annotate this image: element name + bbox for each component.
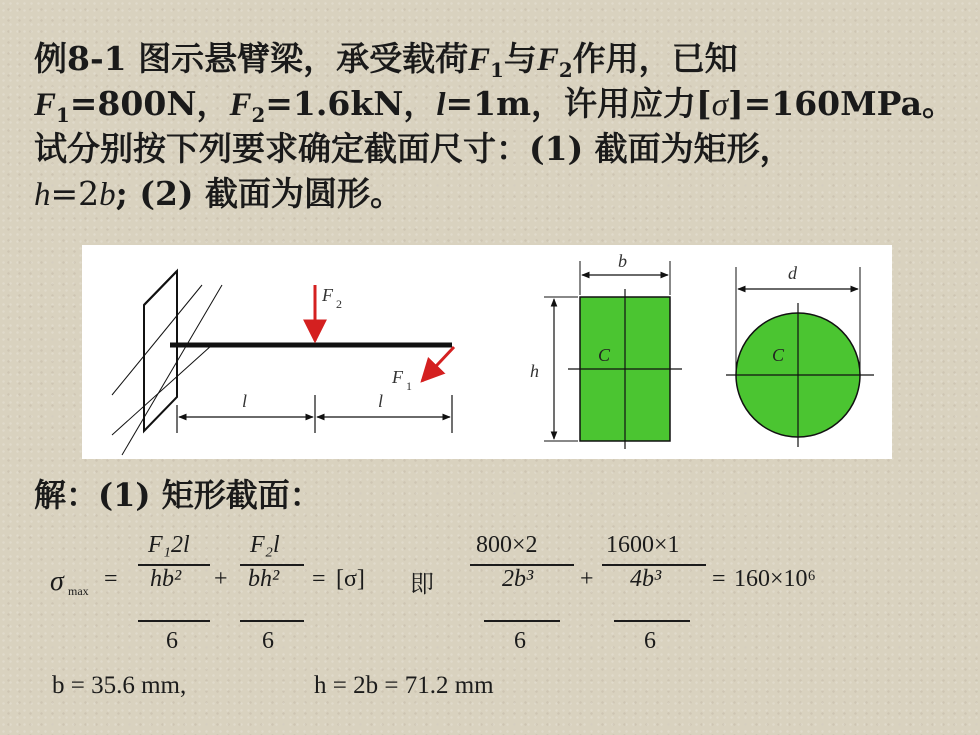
symbol-f: F	[229, 87, 252, 123]
symbol-h: h	[34, 177, 51, 213]
term3-outer-bar	[484, 620, 560, 622]
term1-outer-bar	[138, 620, 210, 622]
term2-six: 6	[262, 628, 274, 654]
plus-sign: +	[214, 566, 228, 592]
term1-numerator: F₁2l	[148, 532, 190, 558]
allowable-stress-value: 160×10⁶	[734, 566, 816, 592]
term4-six: 6	[644, 628, 656, 654]
problem-line-3	[34, 126, 954, 171]
problem-text: =1m，许用应力[	[445, 84, 712, 123]
ji-connector: 即	[410, 570, 434, 598]
force-f2-sub: 2	[336, 297, 342, 311]
equals-sign: =	[104, 566, 118, 592]
symbol-f: F	[34, 87, 57, 123]
problem-text: =800N，	[69, 84, 230, 123]
subscript: 2	[251, 102, 266, 127]
beam-diagram	[82, 245, 892, 459]
result-h: h = 2b = 71.2 mm	[314, 672, 494, 699]
problem-statement	[34, 36, 954, 216]
length-label-1: l	[242, 391, 248, 411]
symbol-f: F	[468, 42, 491, 78]
equals-sign: =	[312, 566, 326, 592]
term2-outer-bar	[240, 620, 304, 622]
diameter-label: d	[788, 263, 797, 283]
force-f1-arrow	[422, 347, 454, 381]
centroid-label-rect: C	[598, 345, 611, 365]
term3-numerator: 800×2	[476, 532, 538, 558]
rect-section	[544, 261, 682, 449]
problem-text: 与	[503, 39, 537, 78]
force-f1-label: F	[392, 367, 403, 387]
fixed-support	[112, 271, 222, 455]
problem-text: ]=160MPa。	[727, 84, 955, 123]
term2-numerator: F₂l	[250, 532, 280, 558]
symbol-b: b	[99, 177, 116, 213]
sigma-symbol: σ	[50, 566, 64, 597]
term3-six: 6	[514, 628, 526, 654]
symbol-f: F	[536, 42, 559, 78]
problem-text: ; (2) 截面为圆形。	[115, 174, 404, 213]
term2-denominator: bh²	[248, 566, 280, 592]
subscript: 1	[490, 57, 504, 82]
equals-sign: =	[712, 566, 726, 592]
term4-numerator: 1600×1	[606, 532, 680, 558]
subscript: 2	[558, 57, 573, 82]
sigma-subscript: max	[68, 584, 89, 598]
beam-figure	[82, 245, 892, 459]
problem-text: =2	[50, 174, 100, 213]
problem-text: =1.6kN，	[265, 84, 437, 123]
term1-six: 6	[166, 628, 178, 654]
symbol-l: l	[436, 87, 446, 123]
term4-denominator: 4b³	[630, 566, 662, 592]
centroid-label-circle: C	[772, 345, 785, 365]
problem-text: 例8-1 图示悬臂梁，承受载荷	[34, 39, 469, 78]
length-label-2: l	[378, 391, 384, 411]
symbol-sigma: σ	[711, 87, 728, 123]
problem-text: 试分别按下列要求确定截面尺寸：(1) 截面为矩形，	[34, 129, 793, 168]
result-b: b = 35.6 mm,	[52, 672, 187, 699]
problem-text: 作用，已知	[572, 39, 738, 78]
allowable-stress: [σ]	[336, 566, 365, 592]
length-dimensions	[177, 395, 452, 433]
circle-section	[726, 267, 874, 447]
subscript: 1	[56, 102, 70, 127]
problem-line-2	[34, 81, 954, 126]
problem-line-1	[34, 36, 954, 81]
problem-line-4	[34, 171, 954, 216]
plus-sign: +	[580, 566, 594, 592]
height-label: h	[530, 361, 539, 381]
force-f2-label: F	[322, 285, 333, 305]
width-label: b	[618, 251, 627, 271]
solution-title: 解：(1) 矩形截面：	[34, 476, 322, 514]
term3-denominator: 2b³	[502, 566, 534, 592]
term4-outer-bar	[614, 620, 690, 622]
term1-denominator: hb²	[150, 566, 182, 592]
force-f1-sub: 1	[406, 379, 412, 393]
